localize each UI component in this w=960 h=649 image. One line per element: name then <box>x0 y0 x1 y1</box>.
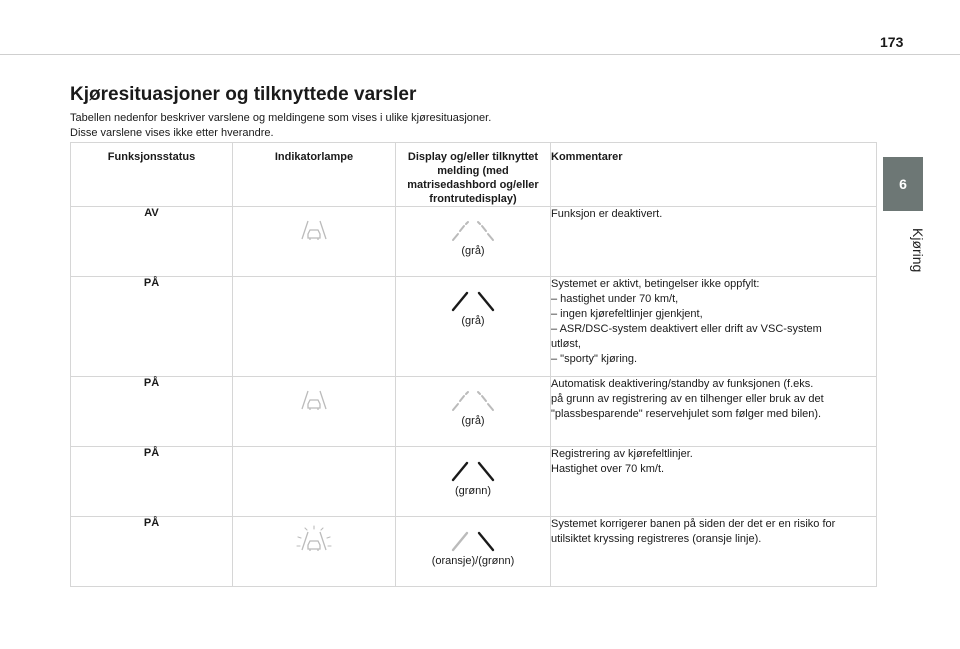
chapter-tab[interactable]: 6 <box>883 157 923 211</box>
table-row <box>71 377 877 447</box>
display-color-note: (grå) <box>461 245 485 257</box>
lamp-cell <box>233 207 396 277</box>
display-color-note: (grå) <box>461 315 485 327</box>
table-header-row <box>71 143 877 207</box>
comment-line: utløst, <box>551 338 581 350</box>
chapter-title: Kjøring <box>910 227 926 273</box>
comment-line: Automatisk deaktivering/standby av funksjonen (f.eks. <box>551 378 814 390</box>
intro-line: Disse varslene vises ikke etter hverandre. <box>70 127 274 139</box>
comment-line: Registrering av kjørefeltlinjer. <box>551 448 693 460</box>
status-cell: PÅ <box>71 447 233 517</box>
header-display: Display og/eller tilknyttet melding (med matrisedashbord og/eller frontrutedisplay) <box>396 143 551 207</box>
comment-line: Hastighet over 70 km/t. <box>551 463 665 475</box>
comment-line: – ASR/DSC-system deaktivert eller drift av VSC-system <box>551 323 822 335</box>
table-row <box>71 447 877 517</box>
lane-lines-solid-dark-icon <box>445 457 501 483</box>
comment-line: på grunn av registrering av en tilhenger eller bruk av det <box>551 393 824 405</box>
table-row <box>71 207 877 277</box>
header-lamp: Indikatorlampe <box>233 143 396 207</box>
comments-cell <box>551 377 877 447</box>
table-row <box>71 517 877 587</box>
display-cell <box>396 377 551 447</box>
alerts-table <box>70 142 877 587</box>
lane-keeping-alert-icon <box>294 525 334 555</box>
lamp-cell <box>233 517 396 587</box>
lamp-cell <box>233 377 396 447</box>
page-number: 173 <box>880 34 904 50</box>
status-cell: PÅ <box>71 277 233 377</box>
display-cell <box>396 447 551 517</box>
lamp-cell <box>233 277 396 377</box>
comment-line: Systemet korrigerer banen på siden der det er en risiko for <box>551 518 836 530</box>
comment-line: – hastighet under 70 km/t, <box>551 293 679 305</box>
comment-line: "plassbesparende" reservehjulet som følger med bilen). <box>551 408 822 420</box>
lane-lines-dashed-gray-icon <box>445 387 501 413</box>
lamp-cell <box>233 447 396 517</box>
header-comments: Kommentarer <box>551 143 877 207</box>
display-color-note: (oransje)/(grønn) <box>431 555 515 567</box>
display-cell <box>396 277 551 377</box>
status-cell: AV <box>71 207 233 277</box>
status-cell: PÅ <box>71 377 233 447</box>
table-row <box>71 277 877 377</box>
lane-lines-left-light-icon <box>445 527 501 553</box>
display-cell <box>396 207 551 277</box>
header-divider <box>0 54 960 55</box>
lane-lines-dashed-gray-icon <box>445 217 501 243</box>
display-cell <box>396 517 551 587</box>
comment-line: Systemet er aktivt, betingelser ikke oppfylt: <box>551 278 760 290</box>
comment-line: – "sporty" kjøring. <box>551 353 638 365</box>
comment-line: utilsiktet kryssing registreres (oransje linje). <box>551 533 762 545</box>
display-color-note: (grønn) <box>454 485 492 497</box>
status-cell: PÅ <box>71 517 233 587</box>
comments-cell <box>551 447 877 517</box>
header-status: Funksjonsstatus <box>71 143 233 207</box>
comments-cell <box>551 207 877 277</box>
comment-line: – ingen kjørefeltlinjer gjenkjent, <box>551 308 703 320</box>
intro-line: Tabellen nedenfor beskriver varslene og meldingene som vises i ulike kjøresituasjoner. <box>70 112 492 124</box>
display-color-note: (grå) <box>461 415 485 427</box>
lane-keeping-gray-icon <box>294 217 334 243</box>
comment-line: Funksjon er deaktivert. <box>551 208 663 220</box>
comments-cell <box>551 517 877 587</box>
page-title: Kjøresituasjoner og tilknyttede varsler <box>70 84 417 105</box>
comments-cell <box>551 277 877 377</box>
intro-text <box>70 111 870 141</box>
lane-keeping-gray-icon <box>294 387 334 413</box>
lane-lines-solid-dark-icon <box>445 287 501 313</box>
